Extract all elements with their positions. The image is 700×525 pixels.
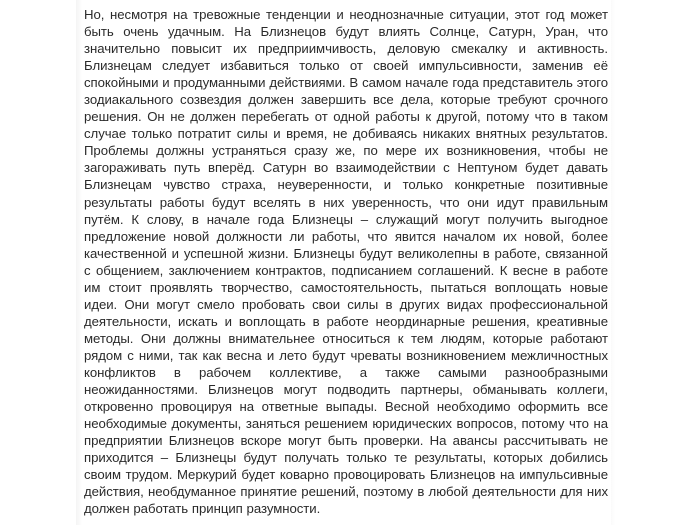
right-edge [611, 0, 615, 525]
horoscope-paragraph: Но, несмотря на тревожные тенденции и неоднозначные ситуации, этот год может быть очень удачным. На Близнецов будут влиять Солнце, Сатурн, Уран, что значительно повысит их предприимчивость, деловую смекалку и активность. Близнецам следует избавиться только от своей импульсивности, заменив её спокойными и продуманными действиями. В самом начале года представитель этого зодиакального созвездия должен завершить все дела, которые требуют срочного решения. Он не должен перебегать от одной работы к другой, потому что в таком случае только потратит силы и время, не добиваясь никаких внятных результатов. Проблемы должны устраняться сразу же, по мере их возникновения, чтобы не загораживать путь вперёд. Сатурн во взаимодействии с Нептуном будет давать Близнецам чувство страха, неуверенности, и только конкретные позитивные результаты работы будут вселять в них уверенность, что они идут правильным путём. К слову, в начале года Близнецы – служащий могут получить выгодное предложение новой должности ли работы, что явится началом их новой, более качественной и успешной жизни. Близнецы будут великолепны в работе, связанной с общением, заключением контрактов, подписанием соглашений. К весне в работе им стоит проявлять творчество, самостоятельность, пытаться воплощать новые идеи. Они могут смело пробовать свои силы в других видах профессиональной деятельности, искать и воплощать в работе неординарные решения, креативные методы. Они должны внимательнее относиться к тем людям, которые работают рядом с ними, так как весна и лето будут чреваты возникновением межличностных конфликтов в рабочем коллективе, а также самыми разнообразными неожиданностями. Близнецов могут подводить партнеры, обманывать коллеги, откровенно провоцируя на ответные выпады. Весной необходимо оформить все необходимые документы, заняться решением юридических вопросов, потому что на предприятии Близнецов вскоре могут быть проверки. На авансы рассчитывать не приходится – Близнецы будут получать только те результаты, которых добились своим трудом. Меркурий будет коварно провоцировать Близнецов на импульсивные действия, необдуманное принятие решений, поэтому в любой деятельности для них должен работать принцип разумности. [84, 7, 608, 517]
